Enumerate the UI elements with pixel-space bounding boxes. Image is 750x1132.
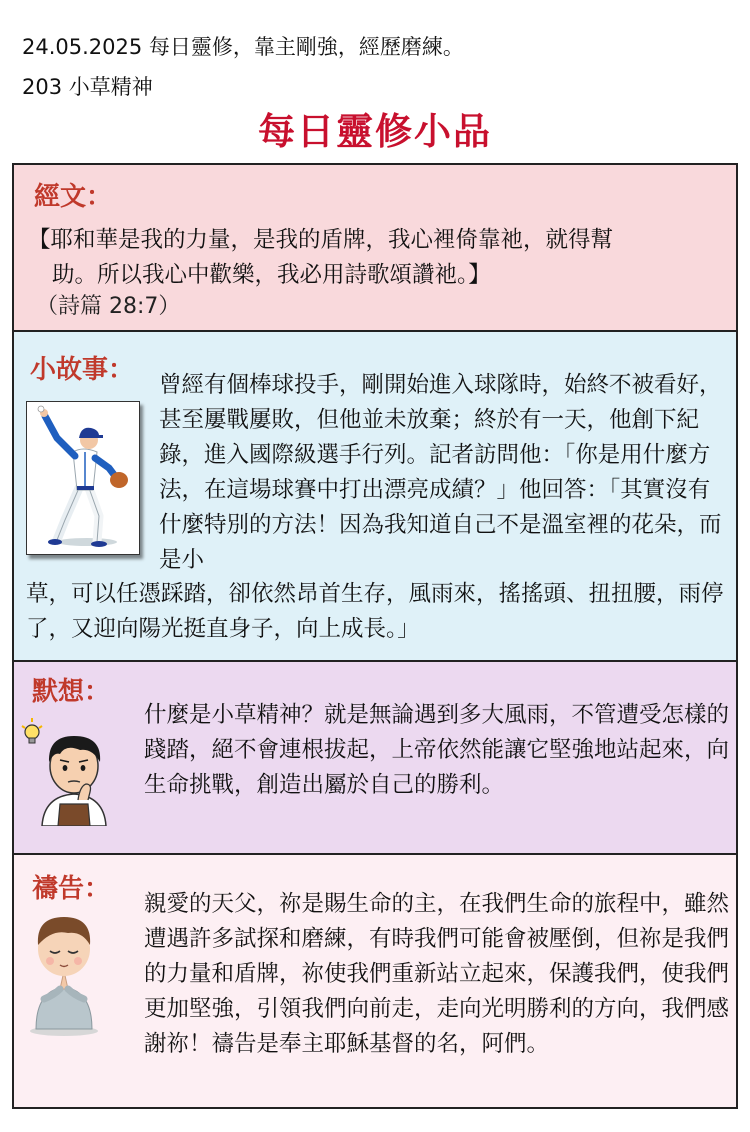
thinking-boy-lightbulb-icon	[20, 714, 120, 826]
scripture-section	[14, 165, 736, 332]
topic-line: 203 小草精神	[22, 75, 153, 99]
scripture-verse	[28, 223, 728, 293]
scripture-reference: （詩篇 28:7）	[36, 294, 181, 319]
date-line: 24.05.2025 每日靈修，靠主剛強，經歷磨練。	[22, 35, 464, 59]
scripture-verse-line-2: 助。所以我心中歡樂，我必用詩歌頌讚祂。】	[52, 262, 491, 288]
meditation-section	[14, 662, 736, 855]
meditation-text: 什麼是小草精神？就是無論遇到多大風雨，不管遭受怎樣的踐踏，絕不會連根拔起，上帝依然能讓它堅強地站起來，向生命挑戰，創造出屬於自己的勝利。	[144, 702, 730, 798]
meditation-heading: 默想：	[32, 677, 111, 707]
prayer-heading: 禱告：	[32, 874, 111, 904]
baseball-pitcher-icon	[26, 401, 140, 555]
story-section	[14, 332, 736, 662]
scripture-heading: 經文：	[34, 182, 113, 212]
story-text-part-1: 曾經有個棒球投手，剛開始進入球隊時，始終不被看好，甚至屢戰屢敗，但他並未放棄；終於有一天，他創下紀錄，進入國際級選手行列。記者訪問他：「你是用什麼方法，在這場球賽中打出漂亮成績？」他回答：「其實沒有什麼特別的方法！因為我知道自己不是溫室裡的花朵，而是小	[159, 372, 722, 573]
story-heading: 小故事：	[30, 355, 135, 385]
prayer-section	[14, 855, 736, 1107]
scripture-verse-line-1: 【耶和華是我的力量，是我的盾牌，我心裡倚靠祂，就得幫	[28, 227, 614, 253]
prayer-text: 親愛的天父，祢是賜生命的主，在我們生命的旅程中，雖然遭遇許多試探和磨練，有時我們可能會被壓倒，但祢是我們的力量和盾牌，祢使我們重新站立起來，保護我們，使我們更加堅強，引領我們向前走，走向光明勝利的方向，我們感謝祢！禱告是奉主耶穌基督的名，阿們。	[144, 891, 730, 1057]
story-text-part-2: 草，可以任憑踩踏，卻依然昂首生存，風雨來，搖搖頭、扭扭腰，雨停了，又迎向陽光挺直身子，向上成長。」	[26, 581, 724, 642]
devotional-card	[12, 163, 738, 1109]
page-title: 每日靈修小品	[258, 110, 492, 153]
praying-child-icon	[22, 905, 106, 1037]
